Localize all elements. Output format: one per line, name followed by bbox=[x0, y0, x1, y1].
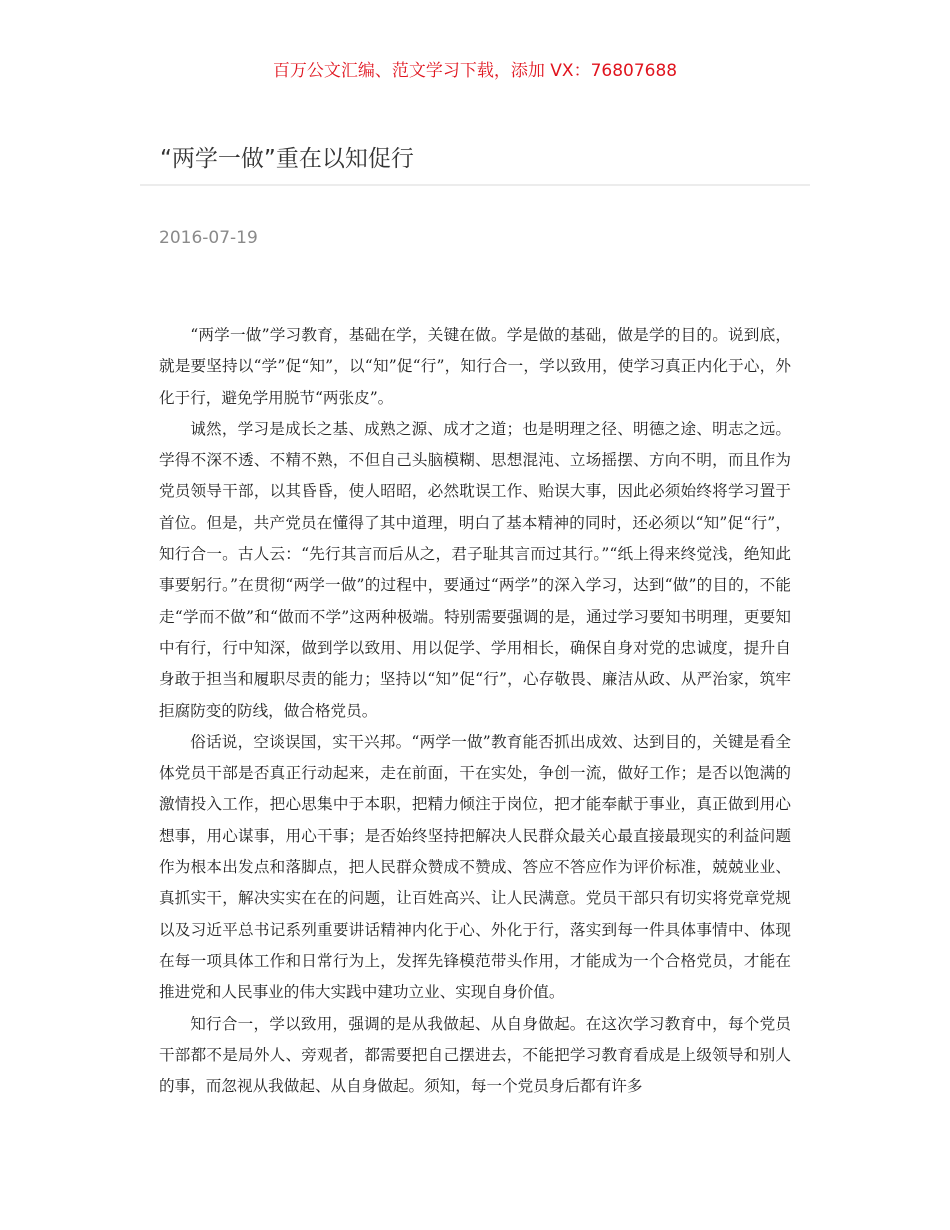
publish-date: 2016-07-19 bbox=[159, 228, 258, 248]
paragraph-1: “两学一做”学习教育，基础在学，关键在做。学是做的基础，做是学的目的。说到底，就是要坚持以“学”促“知”，以“知”促“行”，知行合一，学以致用，使学习真正内化于心，外化于行，避免学用脱节“两张皮”。 bbox=[159, 326, 791, 407]
article-title: “两学一做”重在以知促行 bbox=[160, 146, 414, 172]
article-body bbox=[159, 320, 791, 1102]
title-divider bbox=[140, 184, 810, 186]
paragraph-4: 知行合一，学以致用，强调的是从我做起、从自身做起。在这次学习教育中，每个党员干部都不是局外人、旁观者，都需要把自己摆进去，不能把学习教育看成是上级领导和别人的事，而忽视从我做起、从自身做起。须知，每一个党员身后都有许多 bbox=[159, 1014, 791, 1096]
promo-banner: 百万公文汇编、范文学习下载，添加 VX：76807688 bbox=[272, 61, 678, 81]
paragraph-2: 诚然，学习是成长之基、成熟之源、成才之道；也是明理之径、明德之途、明志之远。学得不深不透、不精不熟，不但自己头脑模糊、思想混沌、立场摇摆、方向不明，而且作为党员领导干部，以其昏昏，使人昭昭，必然耽误工作、贻误大事，因此必须始终将学习置于首位。但是，共产党员在懂得了其中道理，明白了基本精神的同时，还必须以“知”促“行”，知行合一。古人云：“先行其言而后从之，君子耻其言而过其行。”“纸上得来终觉浅，绝知此事要躬行。”在贯彻“两学一做”的过程中，要通过“两学”的深入学习，达到“做”的目的，不能走“学而不做”和“做而不学”这两种极端。特别需要强调的是，通过学习要知书明理，更要知中有行，行中知深，做到学以致用、用以促学、学用相长，确保自身对党的忠诚度，提升自身敢于担当和履职尽责的能力；坚持以“知”促“行”，心存敬畏、廉洁从政、从严治家，筑牢拒腐防变的防线，做合格党员。 bbox=[159, 419, 791, 720]
paragraph-3: 俗话说，空谈误国，实干兴邦。“两学一做”教育能否抓出成效、达到目的，关键是看全体党员干部是否真正行动起来，走在前面，干在实处，争创一流，做好工作；是否以饱满的激情投入工作，把心思集中于本职，把精力倾注于岗位，把才能奉献于事业，真正做到用心想事，用心谋事，用心干事；是否始终坚持把解决人民群众最关心最直接最现实的利益问题作为根本出发点和落脚点，把人民群众赞成不赞成、答应不答应作为评价标准，兢兢业业、真抓实干，解决实实在在的问题，让百姓高兴、让人民满意。党员干部只有切实将党章党规以及习近平总书记系列重要讲话精神内化于心、外化于行，落实到每一件具体事情中、体现在每一项具体工作和日常行为上，发挥先锋模范带头作用，才能成为一个合格党员，才能在推进党和人民事业的伟大实践中建功立业、实现自身价值。 bbox=[159, 732, 791, 1002]
